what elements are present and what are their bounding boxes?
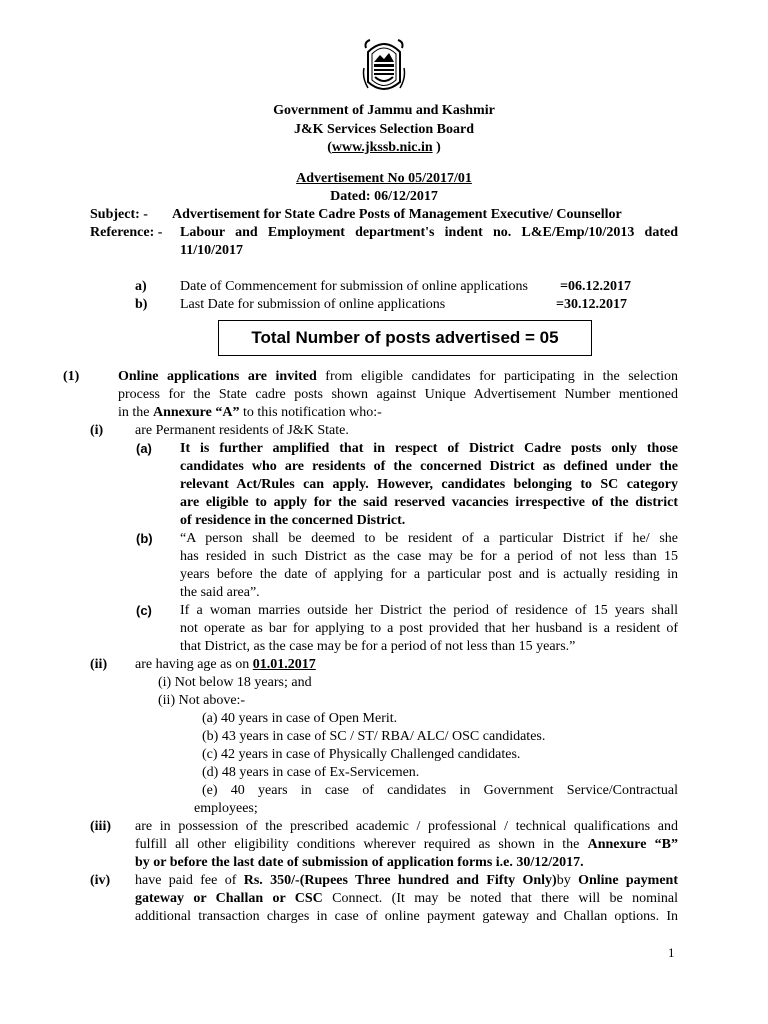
fee-amount: Rs. 350/-(Rupees Three hundred and Fifty Only)	[243, 873, 557, 888]
advertisement-date: Dated: 06/12/2017	[330, 189, 438, 204]
reference-line: Labour and Employment department's indent no. L&E/Emp/10/2013 dated	[180, 225, 678, 240]
para-number: (1)	[63, 369, 80, 384]
annexure-a: Annexure “A”	[153, 405, 240, 420]
age-item-a: (a) 40 years in case of Open Merit.	[202, 711, 398, 726]
advertisement-number: Advertisement No 05/2017/01	[296, 171, 472, 186]
annexure-b: Annexure “B”	[587, 837, 678, 852]
reference-label: Reference: -	[90, 225, 163, 240]
item-ii-number: (ii)	[90, 657, 108, 672]
subject-text: Advertisement for State Cadre Posts of Management Executive/ Counsellor	[172, 207, 622, 222]
age-max-heading: (ii) Not above:-	[158, 693, 246, 708]
date-text-b: Last Date for submission of online applications	[180, 297, 446, 312]
reference-line: 11/10/2017	[180, 243, 244, 258]
website-open-paren: (	[327, 140, 332, 155]
date-text-a: Date of Commencement for submission of online applications	[180, 279, 528, 294]
page-number: 1	[668, 945, 675, 960]
sub-item-c-text: If a woman marries outside her District the period of residence of 15 years shall not operate as bar for applying to a post provided that her husband is a resident of that District, as the case may be for a period of not less than 15 years.”	[180, 603, 678, 654]
sub-item-a-label: (a)	[136, 441, 152, 456]
jk-emblem-icon	[362, 38, 406, 96]
age-cutoff-date: 01.01.2017	[252, 657, 316, 672]
header-website-line	[0, 139, 768, 157]
date-value-b: =30.12.2017	[556, 297, 627, 312]
para1-line: in the Annexure “A” to this notification who:-	[118, 405, 382, 420]
item-i-number: (i)	[90, 423, 104, 438]
item-i-text: are Permanent residents of J&K State.	[135, 423, 349, 438]
header-board: J&K Services Selection Board	[293, 122, 475, 137]
total-posts-box: Total Number of posts advertised = 05	[218, 320, 592, 356]
sub-item-b-text: “A person shall be deemed to be resident of a particular District if he/ she has resided in such District as the case may be for a period of not less than 15 years before the date of applying for a particular post and is actually residing in the said area”.	[180, 531, 678, 600]
payment-mode-cont: gateway or Challan or CSC	[135, 891, 323, 906]
header-government: Government of Jammu and Kashmir	[273, 103, 495, 118]
age-item-c: (c) 42 years in case of Physically Challenged candidates.	[202, 747, 521, 762]
reference-text	[180, 224, 678, 260]
website-link[interactable]: www.jkssb.nic.in	[331, 140, 433, 155]
sub-item-c-label: (c)	[136, 603, 152, 618]
para1-lead: Online applications are invited	[118, 369, 317, 384]
age-min: (i) Not below 18 years; and	[158, 675, 312, 690]
subject-label: Subject: -	[90, 207, 148, 222]
item-iv-text: have paid fee of Rs. 350/-(Rupees Three hundred and Fifty Only)by Online payment gateway or Challan or CSC Connect. (It may be noted that there will be nominal additional transaction charges in case of online payment gateway and Challan options. In	[135, 873, 678, 924]
age-item-e-cont: employees;	[194, 801, 258, 816]
item-iv-number: (iv)	[90, 873, 111, 888]
date-label-b: b)	[135, 297, 148, 312]
item-iii-number: (iii)	[90, 819, 111, 834]
sub-item-b-label: (b)	[136, 531, 153, 546]
date-value-a: =06.12.2017	[560, 279, 631, 294]
age-item-b: (b) 43 years in case of SC / ST/ RBA/ ALC/ OSC candidates.	[202, 729, 546, 744]
date-label-a: a)	[135, 279, 147, 294]
item-ii-text: are having age as on 01.01.2017	[135, 657, 316, 672]
age-item-d: (d) 48 years in case of Ex-Servicemen.	[202, 765, 420, 780]
website-close-paren: )	[432, 140, 441, 155]
payment-mode: Online payment	[578, 873, 678, 888]
para1-line: process for the State cadre posts shown against Unique Advertisement Number mentioned	[118, 387, 678, 402]
para1-line: Online applications are invited from eligible candidates for participating in the selection	[118, 369, 678, 384]
age-item-e: (e) 40 years in case of candidates in Government Service/Contractual	[202, 783, 678, 798]
para1-text	[118, 368, 678, 422]
sub-item-a-text: It is further amplified that in respect of District Cadre posts only those candidates who are residents of the concerned District as defined under the relevant Act/Rules can apply. However, candidates belonging to SC category are eligible to apply for the said reserved vacancies irrespective of the district of residence in the concerned District.	[180, 441, 678, 528]
item-iii-text: are in possession of the prescribed academic / professional / technical qualifications and fulfill all other eligibility conditions wherever required as shown in the Annexure “B” by or before the last date of submission of application forms i.e. 30/12/2017.	[135, 819, 678, 870]
